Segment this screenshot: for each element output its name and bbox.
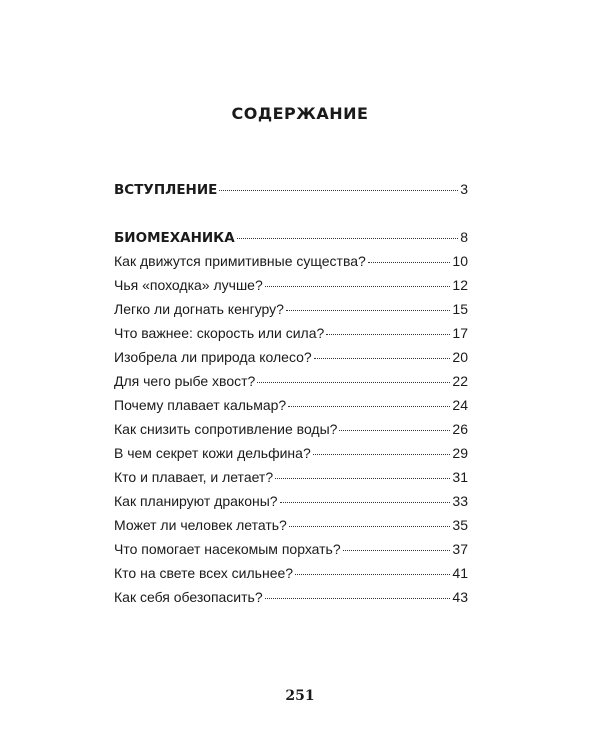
dot-leader [314, 358, 451, 359]
dot-leader [265, 286, 451, 287]
toc-entry[interactable] [114, 465, 468, 489]
dot-leader [313, 454, 451, 455]
toc-entry-label: Как снизить сопротивление воды? [114, 421, 338, 437]
toc-entry-label: В чем секрет кожи дельфина? [114, 445, 311, 461]
toc-entry[interactable] [114, 513, 468, 537]
dot-leader [368, 262, 451, 263]
toc-entry-page: 24 [452, 397, 468, 413]
toc-entry-page: 41 [452, 565, 468, 581]
toc-entry-intro[interactable] [114, 177, 468, 201]
toc-entry-page: 43 [452, 589, 468, 605]
toc-entry[interactable] [114, 393, 468, 417]
dot-leader [326, 334, 450, 335]
toc-entry-page: 37 [452, 541, 468, 557]
toc-entry[interactable] [114, 441, 468, 465]
dot-leader [237, 238, 459, 239]
toc-entry[interactable] [114, 249, 468, 273]
toc-entry[interactable] [114, 585, 468, 609]
toc-entry-label: Изобрела ли природа колесо? [114, 349, 312, 365]
toc-entry[interactable] [114, 537, 468, 561]
toc-entry-page: 35 [452, 517, 468, 533]
toc-entry-page: 15 [452, 301, 468, 317]
toc-entry-label: Для чего рыбе хвост? [114, 373, 256, 389]
toc-entry[interactable] [114, 561, 468, 585]
toc-entry-label: Как планируют драконы? [114, 493, 278, 509]
toc-entry[interactable] [114, 273, 468, 297]
dot-leader [280, 502, 451, 503]
toc-entry-label: Может ли человек летать? [114, 517, 287, 533]
toc-entry-label: Что помогает насекомым порхать? [114, 541, 341, 557]
dot-leader [343, 550, 451, 551]
toc-entry-label: Кто и плавает, и летает? [114, 469, 274, 485]
toc-entry-label: Как движутся примитивные существа? [114, 253, 366, 269]
dot-leader [219, 190, 458, 191]
toc-entry-label: ВСТУПЛЕНИЕ [114, 182, 218, 198]
toc-entry[interactable] [114, 297, 468, 321]
toc-entry-list [114, 249, 468, 609]
page-title: СОДЕРЖАНИЕ [231, 104, 369, 123]
toc-entry[interactable] [114, 369, 468, 393]
toc-entry-label: Чья «походка» лучше? [114, 277, 263, 293]
dot-leader [265, 598, 451, 599]
toc-entry-page: 33 [452, 493, 468, 509]
toc-entry-label: БИОМЕХАНИКА [114, 230, 235, 246]
dot-leader [257, 382, 450, 383]
table-of-contents [114, 177, 468, 609]
toc-entry-page: 20 [452, 349, 468, 365]
toc-entry-label: Почему плавает кальмар? [114, 397, 287, 413]
toc-entry[interactable] [114, 489, 468, 513]
toc-entry-label: Как себя обезопасить? [114, 589, 263, 605]
dot-leader [275, 478, 450, 479]
toc-entry-page: 8 [460, 229, 468, 245]
toc-entry-label: Кто на свете всех сильнее? [114, 565, 294, 581]
toc-entry-label: Что важнее: скорость или сила? [114, 325, 325, 341]
toc-entry[interactable] [114, 345, 468, 369]
toc-entry-page: 26 [452, 421, 468, 437]
toc-entry-page: 29 [452, 445, 468, 461]
toc-section-heading[interactable] [114, 225, 468, 249]
dot-leader [286, 310, 450, 311]
toc-entry-page: 12 [452, 277, 468, 293]
toc-entry[interactable] [114, 417, 468, 441]
toc-entry-page: 17 [452, 325, 468, 341]
dot-leader [295, 574, 450, 575]
toc-entry-page: 22 [452, 373, 468, 389]
toc-entry-label: Легко ли догнать кенгуру? [114, 301, 284, 317]
toc-entry-page: 10 [452, 253, 468, 269]
dot-leader [288, 406, 450, 407]
toc-entry[interactable] [114, 321, 468, 345]
dot-leader [289, 526, 451, 527]
page-number: 251 [285, 688, 315, 704]
toc-entry-page: 31 [452, 469, 468, 485]
dot-leader [339, 430, 450, 431]
toc-entry-page: 3 [460, 181, 468, 197]
